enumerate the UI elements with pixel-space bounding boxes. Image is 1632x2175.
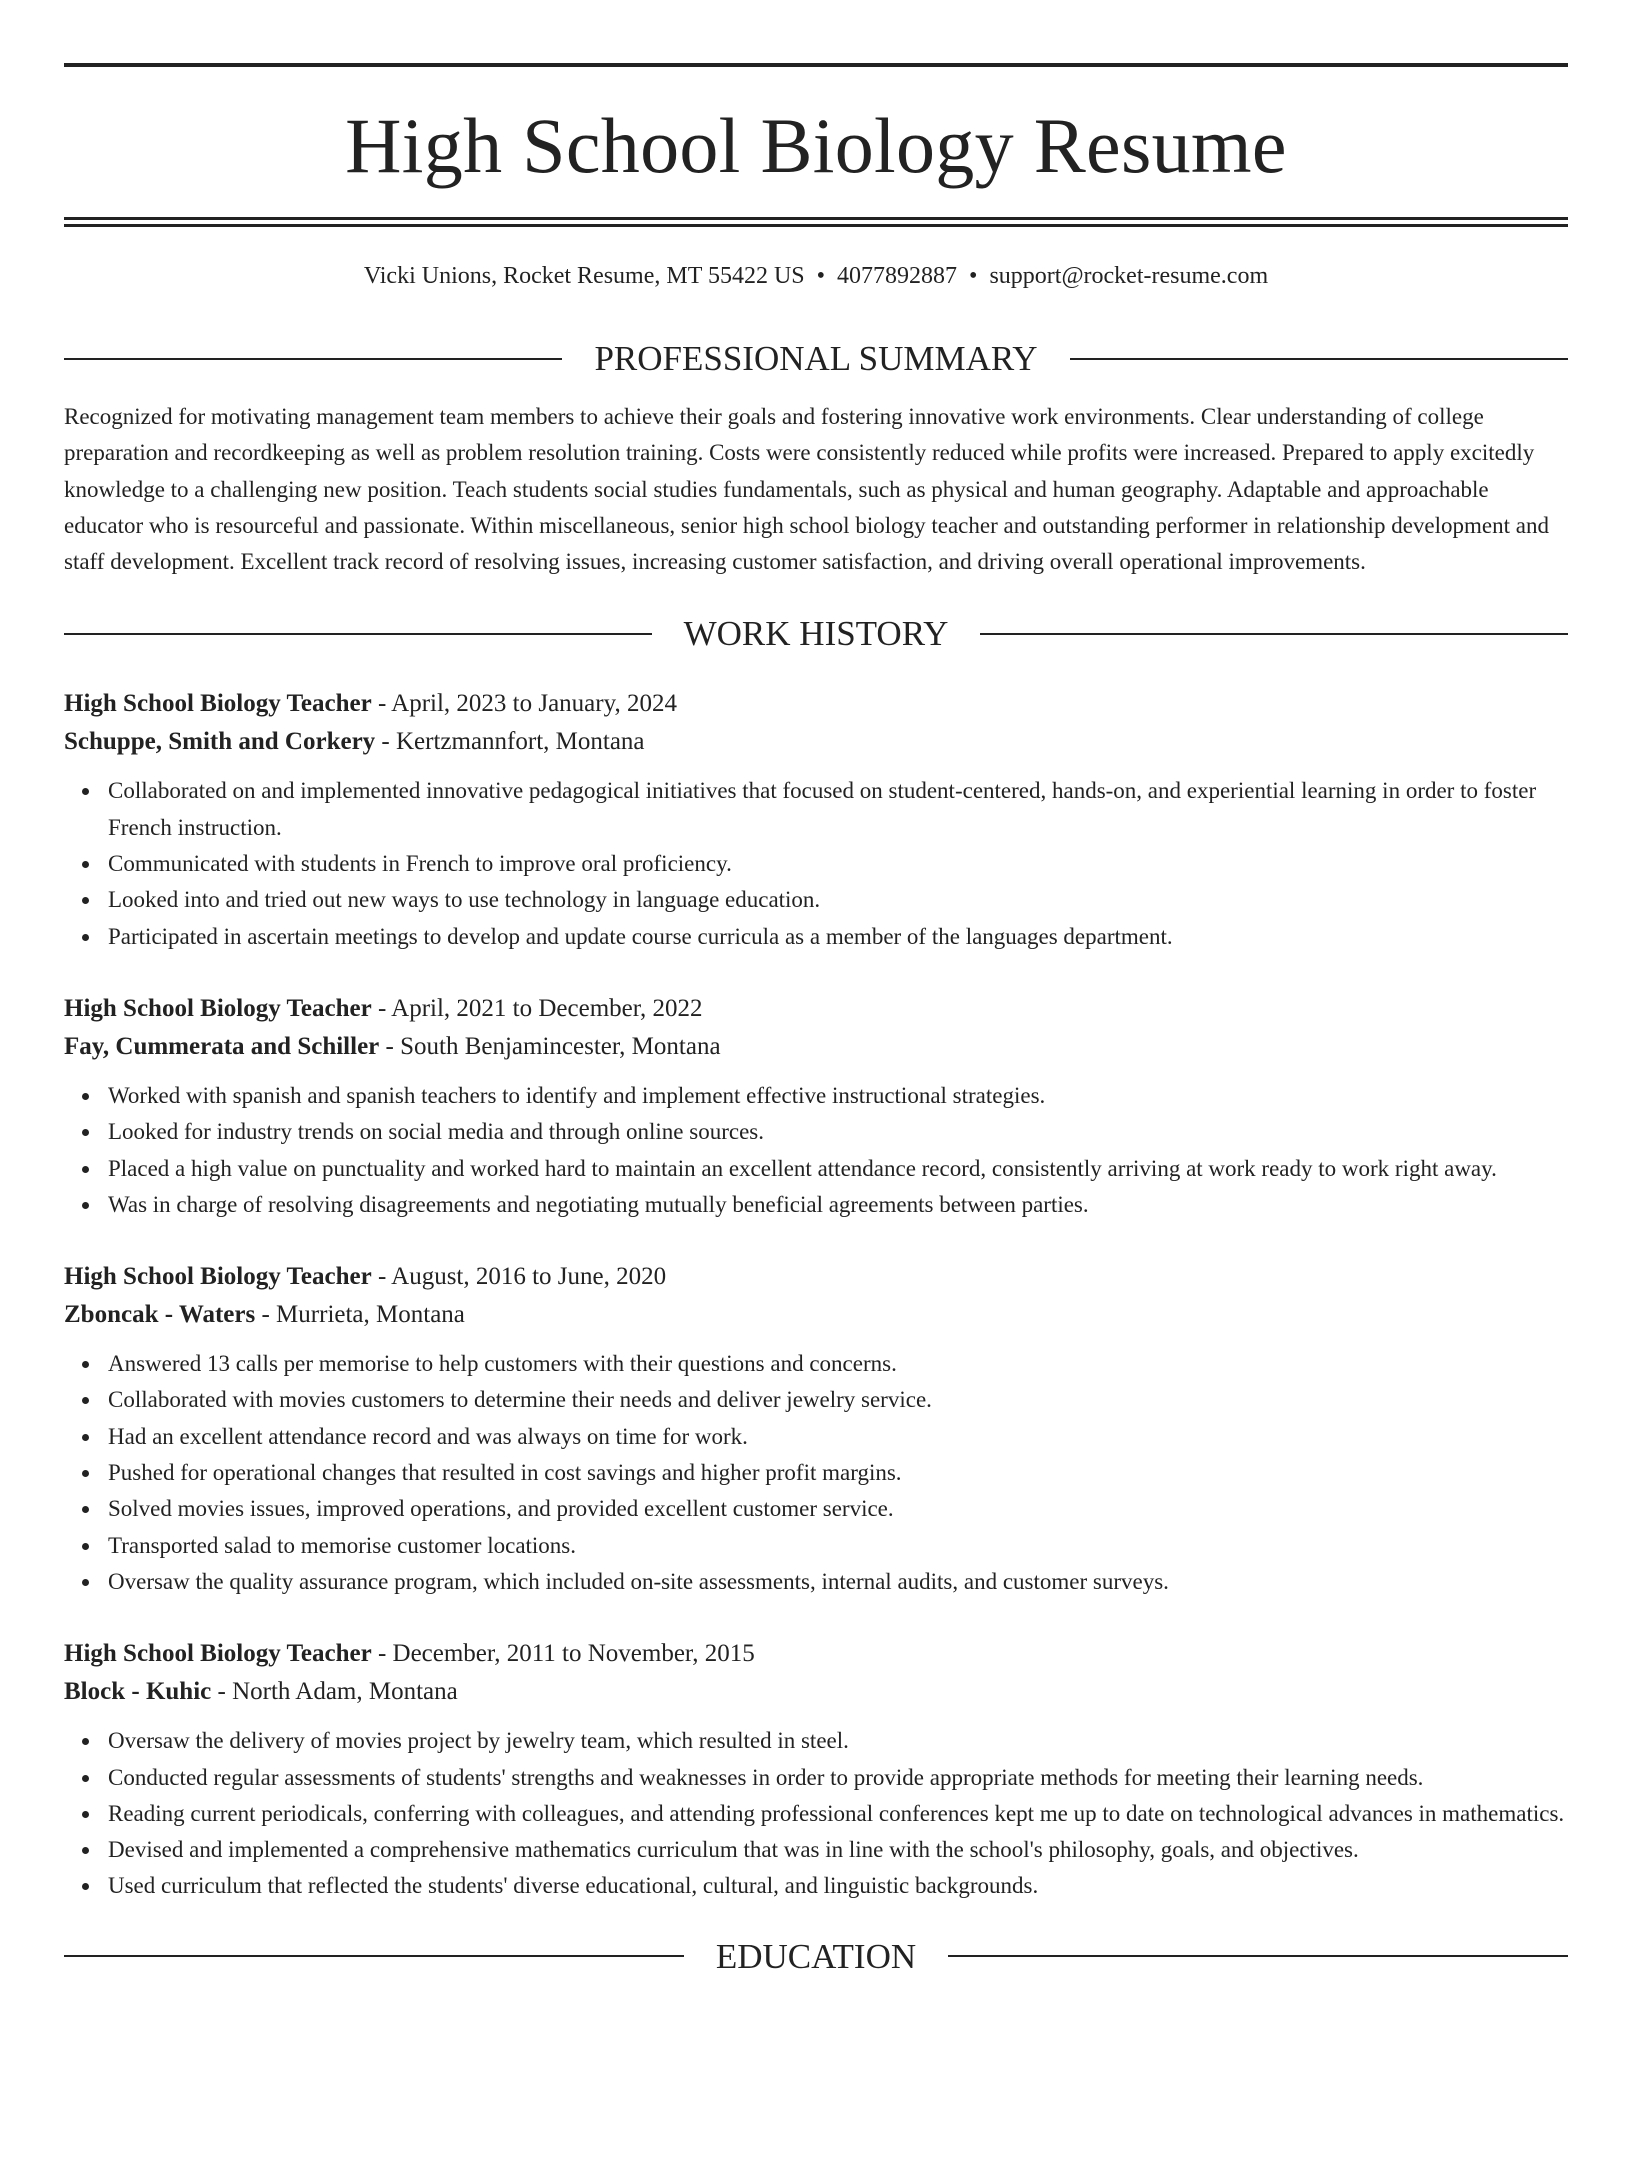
job-bullet: Devised and implemented a comprehensive mathematics curriculum that was in line with the school's philosophy, goals, and objectives. xyxy=(108,1832,1568,1868)
job-dates: - December, 2011 to November, 2015 xyxy=(371,1640,755,1668)
job-title-line xyxy=(64,1635,1568,1673)
job-title-line xyxy=(64,1258,1568,1296)
contact-line xyxy=(64,264,1568,288)
contact-separator: • xyxy=(816,263,826,289)
resume-title: High School Biology Resume xyxy=(345,102,1287,189)
job-bullet: Oversaw the quality assurance program, which included on-site assessments, internal audits, and customer surveys. xyxy=(108,1564,1568,1600)
job-bullet: Solved movies issues, improved operations, and provided excellent customer service. xyxy=(108,1491,1568,1527)
job-location: - Kertzmannfort, Montana xyxy=(375,728,645,756)
job-dates: - August, 2016 to June, 2020 xyxy=(371,1263,667,1291)
job-company: Zboncak - Waters xyxy=(64,1301,256,1329)
job-company: Fay, Cummerata and Schiller xyxy=(64,1032,380,1060)
job-bullet: Had an excellent attendance record and was always on time for work. xyxy=(108,1419,1568,1455)
job-company-line xyxy=(64,1296,1568,1334)
title-double-rule xyxy=(64,217,1568,227)
job-location: - North Adam, Montana xyxy=(211,1678,458,1706)
job-bullets xyxy=(64,1078,1568,1223)
job-entry xyxy=(64,1635,1568,1904)
job-bullet: Reading current periodicals, conferring with colleagues, and attending professional conferences kept me up to date on technological advances in mathematics. xyxy=(108,1796,1568,1832)
resume-page xyxy=(0,63,1632,2175)
job-entry xyxy=(64,1258,1568,1600)
heading-rule-left xyxy=(64,358,562,360)
heading-rule-right xyxy=(1070,358,1568,360)
job-dates: - April, 2021 to December, 2022 xyxy=(371,994,703,1022)
contact-address: Vicki Unions, Rocket Resume, MT 55422 US xyxy=(363,263,805,289)
job-bullets xyxy=(64,1346,1568,1600)
job-bullet: Placed a high value on punctuality and worked hard to maintain an excellent attendance record, consistently arriving at work ready to work right away. xyxy=(108,1151,1568,1187)
section-heading-label: WORK HISTORY xyxy=(683,614,949,654)
job-bullet: Answered 13 calls per memorise to help customers with their questions and concerns. xyxy=(108,1346,1568,1382)
job-title: High School Biology Teacher xyxy=(64,994,372,1022)
job-entry xyxy=(64,685,1568,954)
heading-rule-left xyxy=(64,633,652,635)
top-rule xyxy=(64,63,1568,67)
job-bullets xyxy=(64,773,1568,954)
job-bullet: Participated in ascertain meetings to develop and update course curricula as a member of the languages department. xyxy=(108,919,1568,955)
section-heading-education xyxy=(64,1936,1568,1976)
section-heading-label: PROFESSIONAL SUMMARY xyxy=(594,339,1038,378)
contact-email: support@rocket-resume.com xyxy=(989,263,1269,289)
job-bullet: Looked into and tried out new ways to use technology in language education. xyxy=(108,882,1568,918)
job-title-line xyxy=(64,685,1568,723)
job-bullet: Transported salad to memorise customer locations. xyxy=(108,1528,1568,1564)
job-company-line xyxy=(64,1673,1568,1711)
job-title: High School Biology Teacher xyxy=(64,690,372,718)
job-company-line xyxy=(64,723,1568,761)
job-bullet: Conducted regular assessments of students' strengths and weaknesses in order to provide appropriate methods for meeting their learning needs. xyxy=(108,1760,1568,1796)
job-entry xyxy=(64,990,1568,1223)
job-bullet: Used curriculum that reflected the students' diverse educational, cultural, and linguistic backgrounds. xyxy=(108,1868,1568,1904)
heading-rule-right xyxy=(948,1955,1568,1957)
job-company: Schuppe, Smith and Corkery xyxy=(64,728,376,756)
job-bullet: Oversaw the delivery of movies project by jewelry team, which resulted in steel. xyxy=(108,1723,1568,1759)
job-location: - South Benjamincester, Montana xyxy=(379,1032,721,1060)
section-heading-work-history xyxy=(64,614,1568,654)
job-bullet: Was in charge of resolving disagreements and negotiating mutually beneficial agreements between parties. xyxy=(108,1187,1568,1223)
job-location: - Murrieta, Montana xyxy=(255,1301,465,1329)
section-heading-summary xyxy=(64,341,1568,376)
job-company-line xyxy=(64,1028,1568,1066)
job-bullet: Communicated with students in French to improve oral proficiency. xyxy=(108,846,1568,882)
job-bullets xyxy=(64,1723,1568,1904)
job-bullet: Looked for industry trends on social media and through online sources. xyxy=(108,1114,1568,1150)
section-heading-label: EDUCATION xyxy=(715,1936,917,1976)
job-bullet: Collaborated with movies customers to determine their needs and deliver jewelry service. xyxy=(108,1382,1568,1418)
job-bullet: Pushed for operational changes that resulted in cost savings and higher profit margins. xyxy=(108,1455,1568,1491)
job-dates: - April, 2023 to January, 2024 xyxy=(371,690,677,718)
job-bullet: Worked with spanish and spanish teachers to identify and implement effective instructional strategies. xyxy=(108,1078,1568,1114)
heading-rule-left xyxy=(64,1955,684,1957)
job-bullet: Collaborated on and implemented innovative pedagogical initiatives that focused on student-centered, hands-on, and experiential learning in order to foster French instruction. xyxy=(108,773,1568,846)
contact-phone: 4077892887 xyxy=(837,263,958,289)
summary-text: Recognized for motivating management team members to achieve their goals and fostering innovative work environments. Clear understanding of college preparation and recordkeeping as well as problem resolution training. Costs were consistently reduced while profits were increased. Prepared to apply excitedly knowledge to a challenging new position. Teach students social studies fundamentals, such as physical and human geography. Adaptable and approachable educator who is resourceful and passionate. Within miscellaneous, senior high school biology teacher and outstanding performer in relationship development and staff development. Excellent track record of resolving issues, increasing customer satisfaction, and driving overall operational improvements. xyxy=(64,404,1549,575)
contact-separator: • xyxy=(969,263,978,289)
heading-rule-right xyxy=(980,633,1568,635)
job-title: High School Biology Teacher xyxy=(64,1640,372,1668)
job-title: High School Biology Teacher xyxy=(64,1263,372,1291)
job-company: Block - Kuhic xyxy=(64,1678,212,1706)
job-title-line xyxy=(64,990,1568,1028)
